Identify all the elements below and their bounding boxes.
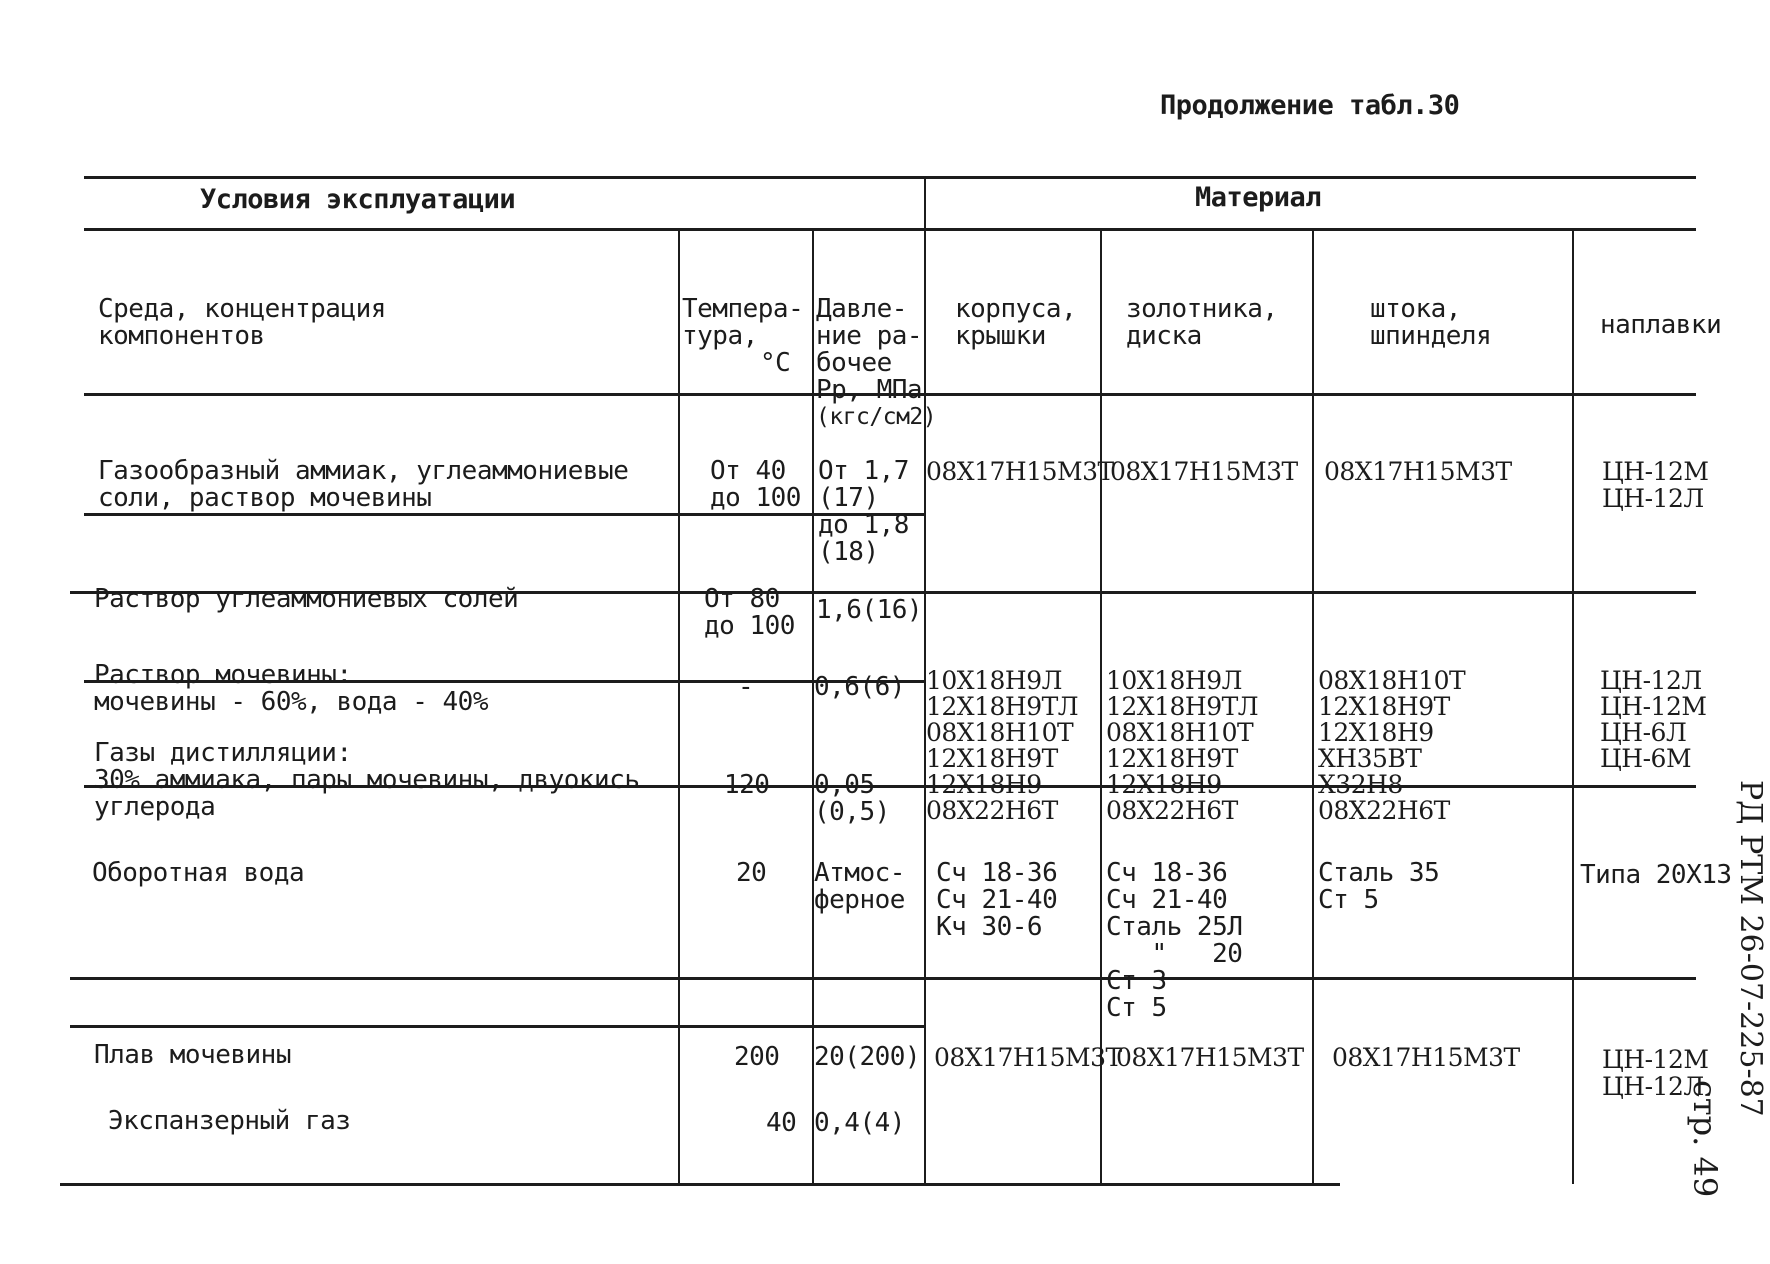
header-material: Материал — [1195, 182, 1322, 213]
row6-stem: 08Х17Н15М3Т — [1332, 1043, 1520, 1072]
row6-medium: Плав мочевины — [94, 1040, 291, 1070]
row6-disc: 08Х17Н15М3Т — [1116, 1043, 1304, 1072]
continuation-title: Продолжение табл.30 — [1160, 90, 1460, 121]
margin-page-number: стр. 49 — [1686, 1080, 1724, 1198]
row5-temperature: 20 — [736, 858, 767, 888]
row5-disc: Сч 18-36 Сч 21-40 Сталь 25Л " 20 Ст 3 Ст 5 — [1106, 858, 1243, 1023]
row1-pressure: От 1,7 (17) до 1,8 (18) — [818, 456, 909, 567]
rule-col-stem — [1312, 230, 1314, 1184]
header-disc: золотника, диска — [1126, 294, 1278, 351]
row1-disc: 08Х17Н15М3Т — [1110, 457, 1298, 486]
rule-top — [84, 176, 1696, 179]
row1-temperature: От 40 до 100 — [710, 456, 801, 513]
row4-pressure: 0,05 (0,5) — [814, 770, 890, 827]
row1-body: 08Х17Н15М3Т — [926, 457, 1114, 486]
row5-medium: Оборотная вода — [92, 858, 305, 888]
row3-pressure: 0,6(6) — [814, 672, 905, 702]
row7-pressure: 0,4(4) — [814, 1108, 905, 1138]
row6-weld: ЦН-12М ЦН-12Л — [1602, 1045, 1709, 1101]
header-medium: Среда, концентрация компонентов — [98, 294, 386, 351]
row2-pressure: 1,6(16) — [816, 595, 923, 625]
rule-row5 — [70, 977, 1696, 980]
shared-disc: 10Х18Н9Л 12Х18Н9ТЛ 08Х18Н10Т 12Х18Н9Т 12Х18Н9 08Х22Н6Т — [1106, 666, 1259, 825]
row2-temperature: От 80 до 100 — [704, 584, 795, 641]
shared-body: 10Х18Н9Л 12Х18Н9ТЛ 08Х18Н10Т 12Х18Н9Т 12Х18Н9 08Х22Н6Т — [926, 666, 1079, 825]
header-weld: наплавки — [1600, 310, 1722, 340]
rule-col-weld — [1572, 230, 1574, 1184]
row5-body: Сч 18-36 Сч 21-40 Кч 30-6 — [936, 858, 1058, 942]
row6-pressure: 20(200) — [814, 1042, 921, 1072]
header-pressure: Давле- ние ра- бочее Рр, МПа (кгс/см2) — [816, 294, 937, 430]
row7-temperature: 40 — [766, 1108, 797, 1138]
header-conditions: Условия эксплуатации — [200, 184, 516, 215]
row4-temperature: 120 — [724, 770, 770, 800]
row3-medium: Раствор мочевины: мочевины - 60%, вода - 40% — [94, 660, 488, 717]
rule-bottom — [60, 1183, 1340, 1186]
shared-stem: 08Х18Н10Т 12Х18Н9Т 12Х18Н9 ХН35ВТ Х32Н8 08Х22Н6Т — [1318, 666, 1466, 825]
rule-col-temp — [678, 230, 680, 1184]
margin-doc-code: РД РТМ 26-07-225-87 — [1733, 780, 1768, 1117]
row1-stem: 08Х17Н15М3Т — [1324, 457, 1512, 486]
row1-weld: ЦН-12М ЦН-12Л — [1602, 457, 1709, 513]
header-body: корпуса, крышки — [955, 294, 1077, 351]
header-stem: штока, шпинделя — [1370, 294, 1492, 351]
row5-stem: Сталь 35 Ст 5 — [1318, 858, 1440, 915]
shared-weld: ЦН-12Л ЦН-12М ЦН-6Л ЦН-6М — [1600, 666, 1707, 773]
row4-medium: Газы дистилляции: 30% аммиака, пары мочевины, двуокись углерода — [94, 738, 640, 822]
row3-temperature: - — [738, 672, 754, 702]
row6-temperature: 200 — [734, 1042, 780, 1072]
row2-medium: Раствор углеаммониевых солей — [94, 584, 519, 614]
row5-pressure: Атмос- ферное — [814, 858, 905, 915]
row7-medium: Экспанзерный газ — [108, 1106, 351, 1136]
row6-body: 08Х17Н15М3Т — [934, 1043, 1122, 1072]
rule-under-material — [924, 228, 1696, 231]
header-temperature: Темпера- тура, °С — [682, 294, 804, 378]
row5-weld: Типа 20Х13 — [1580, 860, 1732, 890]
rule-under-conditions — [84, 228, 924, 231]
row1-medium: Газообразный аммиак, углеаммониевые соли, раствор мочевины — [98, 456, 629, 513]
